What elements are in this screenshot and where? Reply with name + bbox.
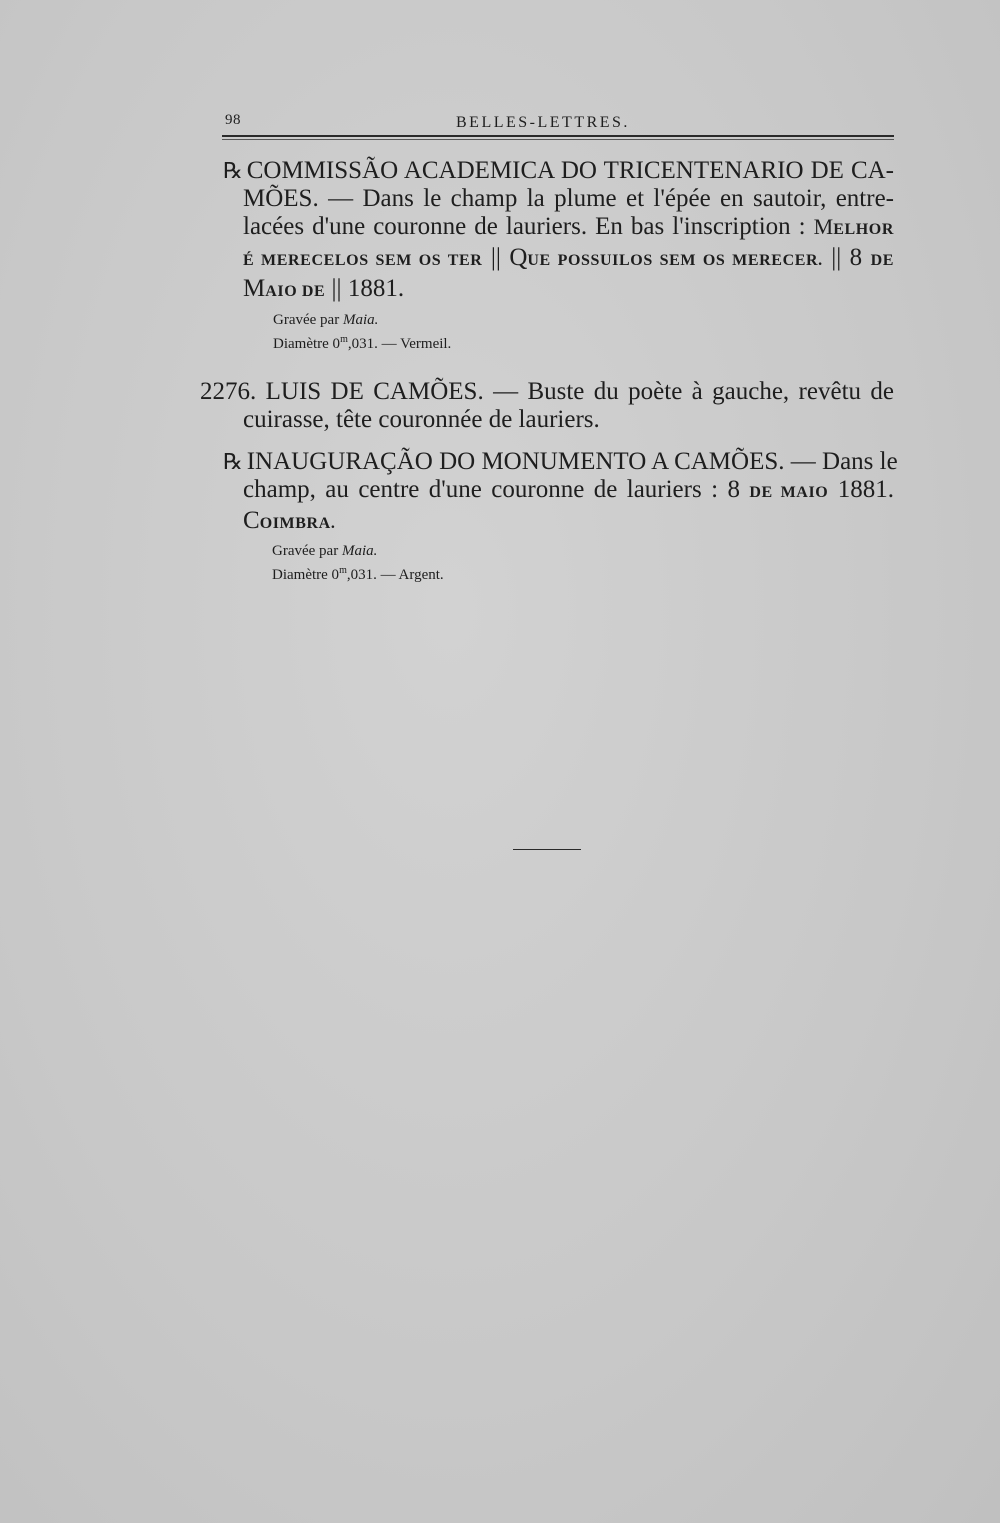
running-head: BELLES-LETTRES. xyxy=(456,114,630,131)
inscription-year: 1881. xyxy=(347,275,405,302)
inscription-text: ELHOR xyxy=(833,221,894,238)
inscription-initial: M xyxy=(243,275,266,302)
text-line xyxy=(218,275,894,306)
engraver-name: Maia. xyxy=(342,312,379,328)
medal-title: COMMISSÃO ACADEMICA DO TRICENTENARIO DE CA- xyxy=(246,157,894,184)
diameter-line xyxy=(273,330,451,354)
text-line xyxy=(218,448,898,476)
description-text: cuirasse, tête couronnée de lauriers. xyxy=(243,406,600,433)
diameter-value: ,031. — Vermeil. xyxy=(347,336,452,352)
inscription-number: 8 xyxy=(849,244,871,271)
medal-title: LUIS DE CAMÕES. xyxy=(256,378,484,405)
entry-reverse-commissao xyxy=(218,157,894,306)
text-line xyxy=(218,185,894,213)
text-line xyxy=(218,476,894,507)
description-text: — Dans le xyxy=(784,448,898,475)
reverse-symbol: ℞ xyxy=(223,449,243,474)
description-text: champ, au centre d'une couronne de lauriers : 8 xyxy=(243,476,750,503)
line-separator: || xyxy=(822,244,850,271)
inscription-year: 1881. xyxy=(828,476,894,503)
inscription-text: É MERECELOS SEM OS TER xyxy=(243,252,483,269)
inscription-text: AIO DE xyxy=(265,283,326,300)
page-header xyxy=(222,110,894,136)
inscription-text: DE xyxy=(870,252,895,269)
text-line xyxy=(200,378,894,406)
medal-title: INAUGURAÇÃO DO MONUMENTO A CAMÕES. xyxy=(246,448,785,475)
medal-title-cont: MÕES. xyxy=(243,185,319,212)
diameter-value: ,031. — Argent. xyxy=(346,567,444,583)
description-text: — Dans le champ la plume et l'épée en sautoir, entre- xyxy=(318,185,894,212)
diameter-line xyxy=(272,561,444,585)
text-line xyxy=(218,213,894,244)
header-rule-thin xyxy=(222,139,894,140)
text-line xyxy=(218,244,894,275)
diameter-unit: m xyxy=(340,334,348,345)
reverse-symbol: ℞ xyxy=(223,158,243,183)
entry-number: 2276. xyxy=(200,378,257,405)
description-text: — Buste du poète à gauche, revêtu de xyxy=(483,378,894,405)
line-separator: || xyxy=(482,244,510,271)
text-line xyxy=(200,406,894,434)
engraver-line xyxy=(273,311,451,330)
text-line xyxy=(218,157,894,185)
entry-2-notes xyxy=(272,542,444,585)
diameter-label: Diamètre 0 xyxy=(273,336,341,352)
end-rule xyxy=(513,849,581,850)
diameter-unit: m xyxy=(339,565,347,576)
engraver-line xyxy=(272,542,444,561)
text-line xyxy=(218,507,894,538)
line-separator: || xyxy=(325,275,348,302)
entry-reverse-inauguracao xyxy=(218,448,898,538)
engraver-name: Maia. xyxy=(341,543,378,559)
inscription-initial: M xyxy=(813,214,834,239)
page-number: 98 xyxy=(225,112,241,128)
entry-2276 xyxy=(200,378,894,434)
engraver-label: Gravée par xyxy=(272,543,342,559)
header-rule xyxy=(222,135,894,137)
place-initial: C xyxy=(243,507,260,534)
engraver-label: Gravée par xyxy=(273,312,343,328)
entry-1-notes xyxy=(273,311,451,354)
description-text: lacées d'une couronne de lauriers. En bas l'inscription : xyxy=(243,213,814,240)
inscription-initial: Q xyxy=(509,244,528,271)
inscription-text: UE POSSUILOS SEM OS MERECER. xyxy=(527,252,823,269)
inscription-text: DE MAIO xyxy=(749,484,829,501)
diameter-label: Diamètre 0 xyxy=(272,567,340,583)
place-name: OIMBRA. xyxy=(259,515,336,532)
